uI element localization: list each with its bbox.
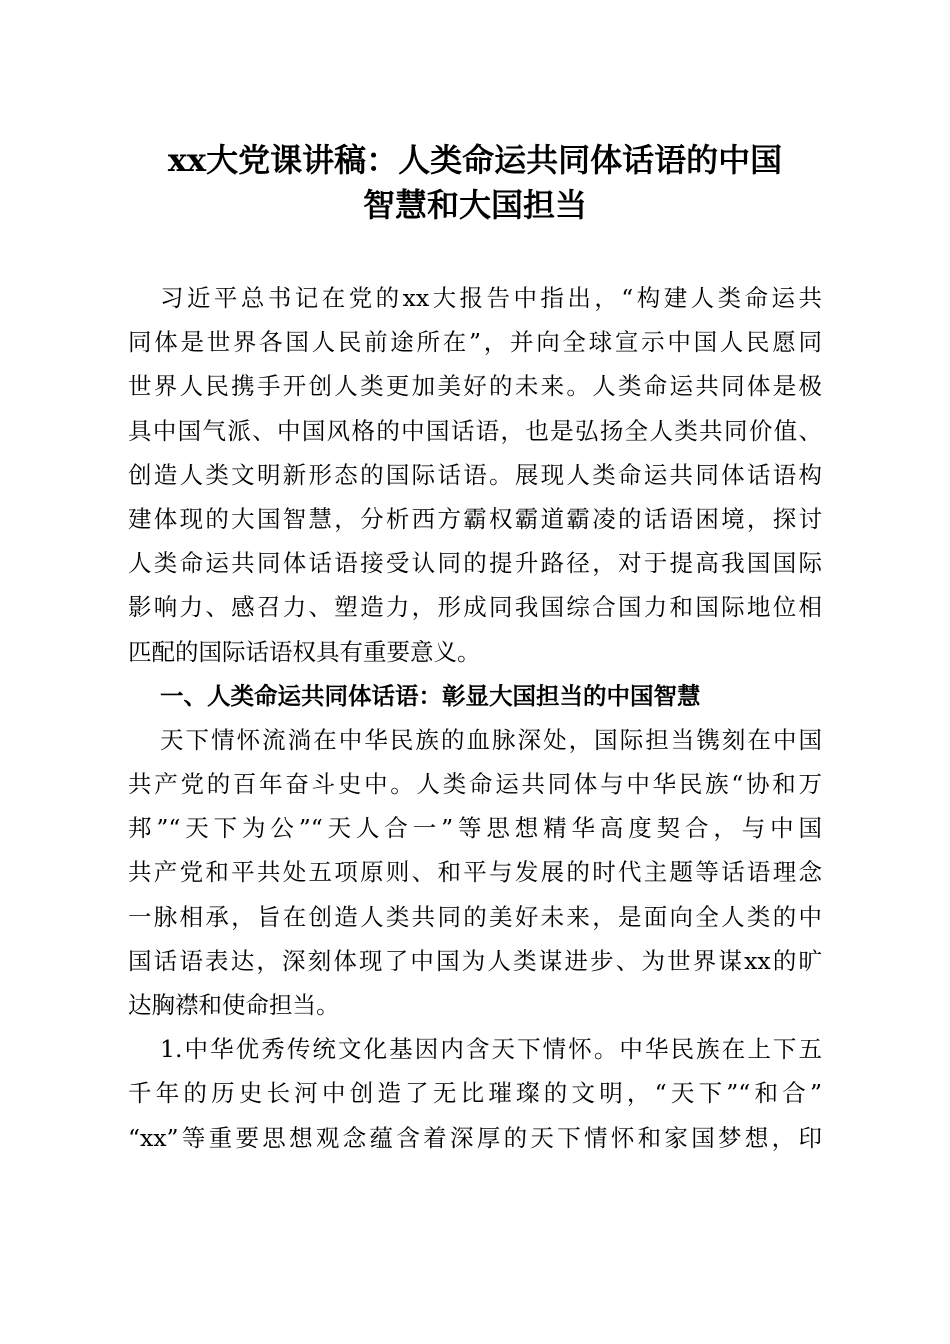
text-line: 同体是世界各国人民前途所在”，并向全球宣示中国人民愿同: [128, 328, 822, 357]
text-line: 习近平总书记在党的xx大报告中指出，“构建人类命运共: [160, 284, 822, 312]
document-body: [128, 276, 822, 1160]
text-line: 达胸襟和使命担当。: [128, 991, 340, 1019]
paragraph: [128, 276, 822, 674]
text-line: 具中国气派、中国风格的中国话语，也是弘扬全人类共同价值、: [128, 416, 822, 445]
text-line: 建体现的大国智慧，分析西方霸权霸道霸凌的话语困境，探讨: [128, 504, 822, 533]
text-line: 共产党的百年奋斗史中。人类命运共同体与中华民族“协和万: [128, 770, 822, 799]
section-heading: [128, 674, 822, 718]
text-line: 邦”“天下为公”“天人合一”等思想精华高度契合，与中国: [128, 814, 822, 843]
text-line: 1.中华优秀传统文化基因内含天下情怀。中华民族在上下五: [160, 1035, 822, 1064]
text-line: 人类命运共同体话语接受认同的提升路径，对于提高我国国际: [128, 549, 822, 578]
text-line: 世界人民携手开创人类更加美好的未来。人类命运共同体是极: [128, 372, 822, 401]
title-line-2: 智慧和大国担当: [362, 186, 587, 224]
text-line: “xx”等重要思想观念蕴含着深厚的天下情怀和家国梦想，印: [128, 1123, 822, 1152]
text-line: 一脉相承，旨在创造人类共同的美好未来，是面向全人类的中: [128, 902, 822, 931]
document-title: [100, 138, 850, 228]
paragraph: [128, 1027, 822, 1160]
text-line: 一、人类命运共同体话语：彰显大国担当的中国智慧: [160, 681, 701, 710]
text-line: 千年的历史长河中创造了无比璀璨的文明，“天下”“和合”: [128, 1079, 822, 1108]
paragraph: [128, 718, 822, 1027]
text-line: 匹配的国际话语权具有重要意义。: [128, 637, 481, 666]
text-line: 共产党和平共处五项原则、和平与发展的时代主题等话语理念: [128, 858, 822, 887]
text-line: 创造人类文明新形态的国际话语。展现人类命运共同体话语构: [128, 460, 822, 489]
text-line: 天下情怀流淌在中华民族的血脉深处，国际担当镌刻在中国: [160, 725, 822, 754]
text-line: 国话语表达，深刻体现了中国为人类谋进步、为世界谋xx的旷: [128, 946, 822, 975]
text-line: 影响力、感召力、塑造力，形成同我国综合国力和国际地位相: [128, 593, 822, 622]
title-line-1: xx大党课讲稿：人类命运共同体话语的中国: [167, 141, 783, 179]
